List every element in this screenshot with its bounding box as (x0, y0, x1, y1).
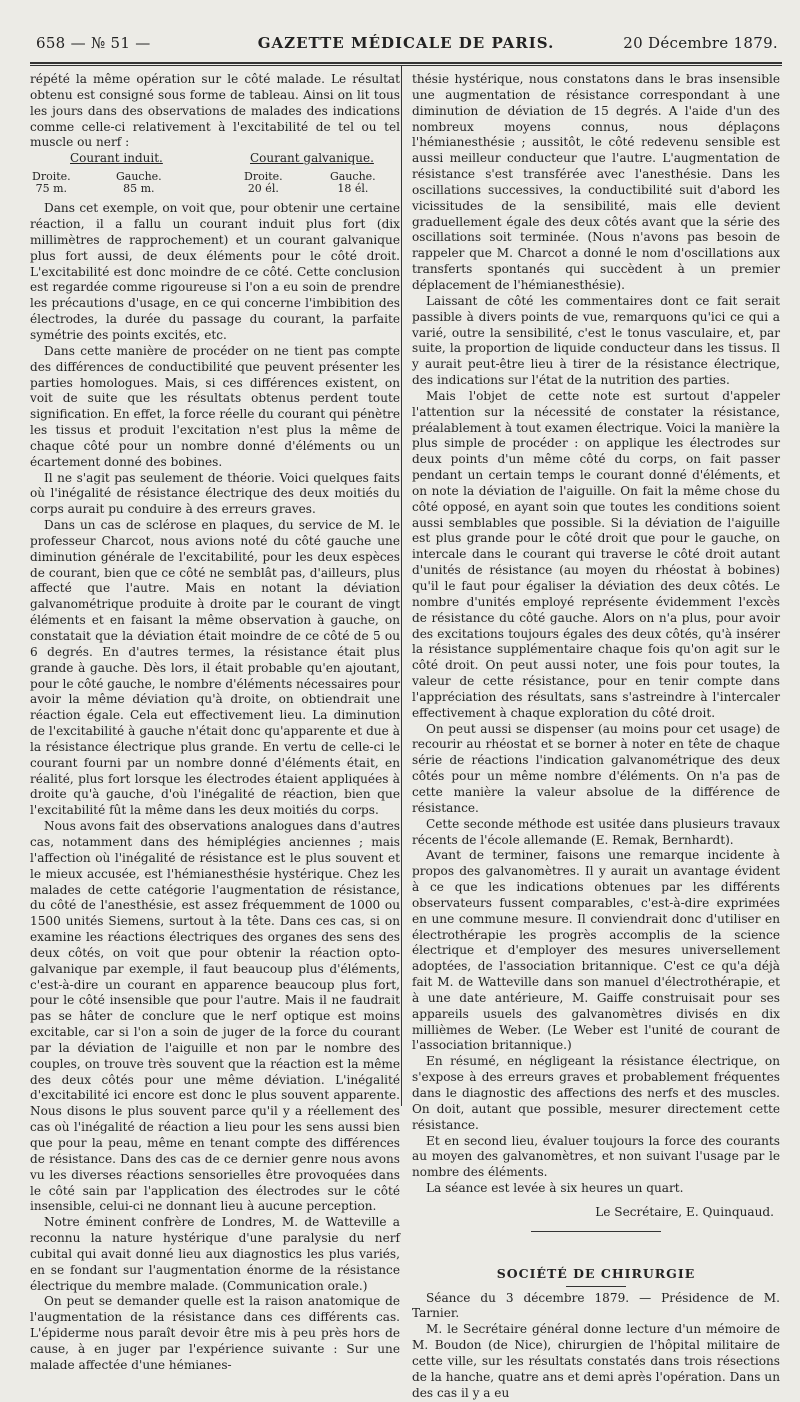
page-number: 658 — № 51 — (36, 34, 151, 52)
paragraph: Dans cet exemple, on voit que, pour obtenir une certaine réaction, il a fallu un courant induit plus fort (dix millimètres de rapprochement) et un courant galvanique plus fort aussi, de deux éléments pour le côté droit. L'excitabilité est donc moindre de ce côté. Cette conclusion est regardée comme rigoureuse si l'on a eu soin de prendre les précautions d'usage, en ce qui concerne l'imbibition des électrodes, la durée du passage du courant, la parfaite symétrie des points excités, etc. (30, 201, 400, 342)
issue-date: 20 Décembre 1879. (623, 34, 778, 52)
secretary-signature: Le Secrétaire, E. Quinquaud. (595, 1204, 774, 1219)
column-divider (401, 66, 402, 1106)
society-title: SOCIÉTÉ DE CHIRURGIE (496, 1265, 696, 1281)
paragraph: On peut se demander quelle est la raison anatomique de l'augmentation de la résistance dans ces différents cas. L'épiderme nous paraît devoir être mis à peu près hors de cause, à en juger par l'expérience suivante : Sur une malade affectée d'une hémianes- (30, 1294, 400, 1372)
table-cell: Droite. 20 él. (244, 170, 283, 196)
paragraph: Avant de terminer, faisons une remarque incidente à propos des galvanomètres. Il y aurait un avantage évident à ce que les indications obtenues par les différents observateurs fussent comparables, c'est-à-dire exprimées en une commune mesure. Il conviendrait donc d'utiliser en électrothérapie les progrès accomplis de la science électrique et d'employer des mesures universellement adoptées, de l'association britannique. C'est ce qu'a déjà fait M. de Watteville dans son manuel d'électrothérapie, et à une date antérieure, M. Gaiffe construisait pour ses appareils usuels des galvanomètres divisés en dix millièmes de Weber. (Le Weber est l'unité de courant de l'association britannique.) (412, 848, 780, 1053)
paragraph: La séance est levée à six heures un quart. (426, 1181, 684, 1196)
table-cell: Gauche. 85 m. (116, 170, 162, 196)
paragraph: M. le Secrétaire général donne lecture d'un mémoire de M. Boudon (de Nice), chirurgien de l'hôpital militaire de cette ville, sur les résultats constatés dans trois résections de la hanche, quatre ans et demi après l'opération. Dans un des cas il y a eu (412, 1322, 780, 1400)
paragraph: Et en second lieu, évaluer toujours la force des courants au moyen des galvanomètres, et non suivant l'usage par le nombre des éléments. (412, 1133, 780, 1180)
paragraph: Nous avons fait des observations analogues dans d'autres cas, notamment dans des hémiplégies anciennes ; mais l'affection où l'inégalité de résistance est le plus souvent et le mieux accusée, est l'hémianesthésie hystérique. Chez les malades de cette catégorie l'augmentation de résistance, du côté de l'anesthésie, est assez fréquemment de 1000 ou 1500 unités Siemens, surtout à la tête. Dans ces cas, si on examine les réactions électriques des organes des sens des deux côtés, on voit que pour obtenir la réaction opto-galvanique par exemple, il faut beaucoup plus d'éléments, c'est-à-dire un courant en apparence beaucoup plus fort, pour le côté insensible que pour l'autre. Mais il ne faudrait pas se hâter de conclure que le nerf optique est moins excitable, car si l'on a soin de juger de la force du courant par la déviation de l'aiguille et non par le nombre des couples, on trouve très souvent que la réaction est la même des deux côtés pour une même déviation. L'inégalité d'excitabilité ici encore est donc le plus souvent apparente. Nous disons le plus souvent parce qu'il y a réellement des cas où l'inégalité de réaction a lieu pour les sens aussi bien que pour la peau, même en tenant compte des différences de résistance. Dans des cas de ce dernier genre nous avons vu les diverses réactions sensorielles être provoquées dans le côté sain par l'application des électrodes sur le côté insensible, celui-ci ne donnant lieu à aucune perception. (30, 819, 400, 1214)
paragraph: En résumé, en négligeant la résistance électrique, on s'expose à des erreurs graves et probablement fréquentes dans le diagnostic des affections des nerfs et des muscles. On doit, autant que possible, mesurer directement cette résistance. (412, 1054, 780, 1132)
table-head-induced: Courant induit. (70, 151, 163, 166)
paragraph: répété la même opération sur le côté malade. Le résultat obtenu est consigné sous forme de tableau. Ainsi on lit tous les jours dans des observations de malades des indications comme celle-ci relativement à l'excitabilité de tel ou tel muscle ou nerf : (30, 72, 400, 150)
table-cell: Gauche. 18 él. (330, 170, 376, 196)
paragraph: On peut aussi se dispenser (au moins pour cet usage) de recourir au rhéostat et se borner à noter en tête de chaque série de réactions l'indication galvanométrique des deux côtés pour un même nombre d'éléments. On n'a pas de cette manière la valeur absolue de la différence de résistance. (412, 721, 780, 815)
paragraph: Il ne s'agit pas seulement de théorie. Voici quelques faits où l'inégalité de résistance électrique des deux moitiés du corps aurait pu conduire à des erreurs graves. (30, 470, 400, 517)
section-rule (531, 1231, 661, 1232)
paragraph: Mais l'objet de cette note est surtout d'appeler l'attention sur la nécessité de constater la résistance, préalablement à tout examen électrique. Voici la manière la plus simple de procéder : on applique les électrodes sur deux points d'un même côté du corps, on fait passer pendant un certain temps le courant donné d'éléments, et on note la déviation de l'aiguille. On fait la même chose du côté opposé, en ayant soin que toutes les conditions soient aussi semblables que possible. Si la déviation de l'aiguille est plus grande pour le côté droit que pour le gauche, on intercale dans le courant qui traverse le côté droit autant d'unités de résistance (au moyen du rhéostat à bobines) qu'il le faut pour égaliser la déviation des deux côtés. Le nombre d'unités employé représente évidemment l'excès de résistance du côté gauche. Alors on n'a plus, pour avoir des excitations toujours égales des deux côtés, qu'à insérer la résistance supplémentaire chaque fois qu'on agit sur le côté droit. On peut aussi noter, une fois pour toutes, la valeur de cette résistance, pour en tenir compte dans l'appréciation des résultats, sans s'astreindre à l'intercaler effectivement à chaque exploration du côté droit. (412, 388, 780, 720)
paragraph: Cette seconde méthode est usitée dans plusieurs travaux récents de l'école allemande (E. Remak, Bernhardt). (412, 816, 780, 847)
table-head-galvanic: Courant galvanique. (250, 151, 374, 166)
table-cell: Droite. 75 m. (32, 170, 71, 196)
paragraph: Dans un cas de sclérose en plaques, du service de M. le professeur Charcot, nous avions noté du côté gauche une diminution générale de l'excitabilité, pour les deux espèces de courant, bien que ce côté ne semblât pas, d'ailleurs, plus affecté que l'autre. Mais en notant la déviation galvanométrique produite à droite par le courant de vingt éléments et en faisant la même observation à gauche, on constatait que la déviation était moindre de ce côté de 5 ou 6 degrés. En d'autres termes, la résistance était plus grande à gauche. Dès lors, il était probable qu'en ajoutant, pour le côté gauche, le nombre d'éléments nécessaires pour avoir la même déviation qu'à droite, on obtiendrait une réaction égale. Cela eut effectivement lieu. La diminution de l'excitabilité à gauche n'était donc qu'apparente et due à la résistance électrique plus grande. En vertu de celle-ci le courant fourni par un nombre donné d'éléments était, en réalité, plus fort lorsque les électrodes étaient appliquées à droite qu'à gauche, d'où l'inégalité de réaction, bien que l'excitabilité fût la même dans les deux moitiés du corps. (30, 518, 400, 818)
left-column (30, 72, 400, 1374)
society-rule (566, 1286, 626, 1287)
header-rule-thin (30, 65, 782, 66)
excitability-table (30, 151, 400, 201)
paragraph: thésie hystérique, nous constatons dans le bras insensible une augmentation de résistance correspondant à une diminution de déviation de 15 degrés. A l'aide d'un des nombreux moyens connus, nous déplaçons l'hémianesthésie ; aussitôt, le côté redevenu sensible est aussi meilleur conducteur que l'autre. L'augmentation de résistance s'est transférée avec l'anesthésie. Dans les oscillations successives, la conductibilité suit d'abord les vicissitudes de la sensibilité, mais elle devient graduellement égale des deux côtés avant que la série des oscillations soit terminée. (Nous n'avons pas besoin de rappeler que M. Charcot a donné le nom d'oscillations aux transferts spontanés qui succèdent à un premier déplacement de l'hémianesthésie). (412, 72, 780, 292)
paragraph: Laissant de côté les commentaires dont ce fait serait passible à divers points de vue, remarquons qu'ici ce qui a varié, outre la sensibilité, c'est le tonus vasculaire, et, par suite, la proportion de liquide conducteur dans les tissus. Il y aurait peut-être lieu à tirer de la résistance électrique, des indications sur l'état de la nutrition des parties. (412, 293, 780, 388)
session-line: Séance du 3 décembre 1879. — Présidence de M. Tarnier. (412, 1290, 780, 1321)
journal-title: GAZETTE MÉDICALE DE PARIS. (257, 34, 555, 52)
page-header (30, 34, 782, 56)
right-column (412, 72, 780, 1402)
paragraph: Dans cette manière de procéder on ne tient pas compte des différences de conductibilité que peuvent présenter les parties homologues. Mais, si ces différences existent, on voit de suite que les résultats obtenus perdent toute signification. En effet, la force réelle du courant qui pénètre les tissus et produit l'excitation n'est plus la même de chaque côté pour un nombre donné d'éléments ou un écartement donné des bobines. (30, 343, 400, 469)
header-rule (30, 62, 782, 64)
paragraph: Notre éminent confrère de Londres, M. de Watteville a reconnu la nature hystérique d'une paralysie du nerf cubital qui avait donné lieu aux diagnostics les plus variés, en se fondant sur l'augmentation énorme de la résistance électrique du membre malade. (Communication orale.) (30, 1215, 400, 1293)
